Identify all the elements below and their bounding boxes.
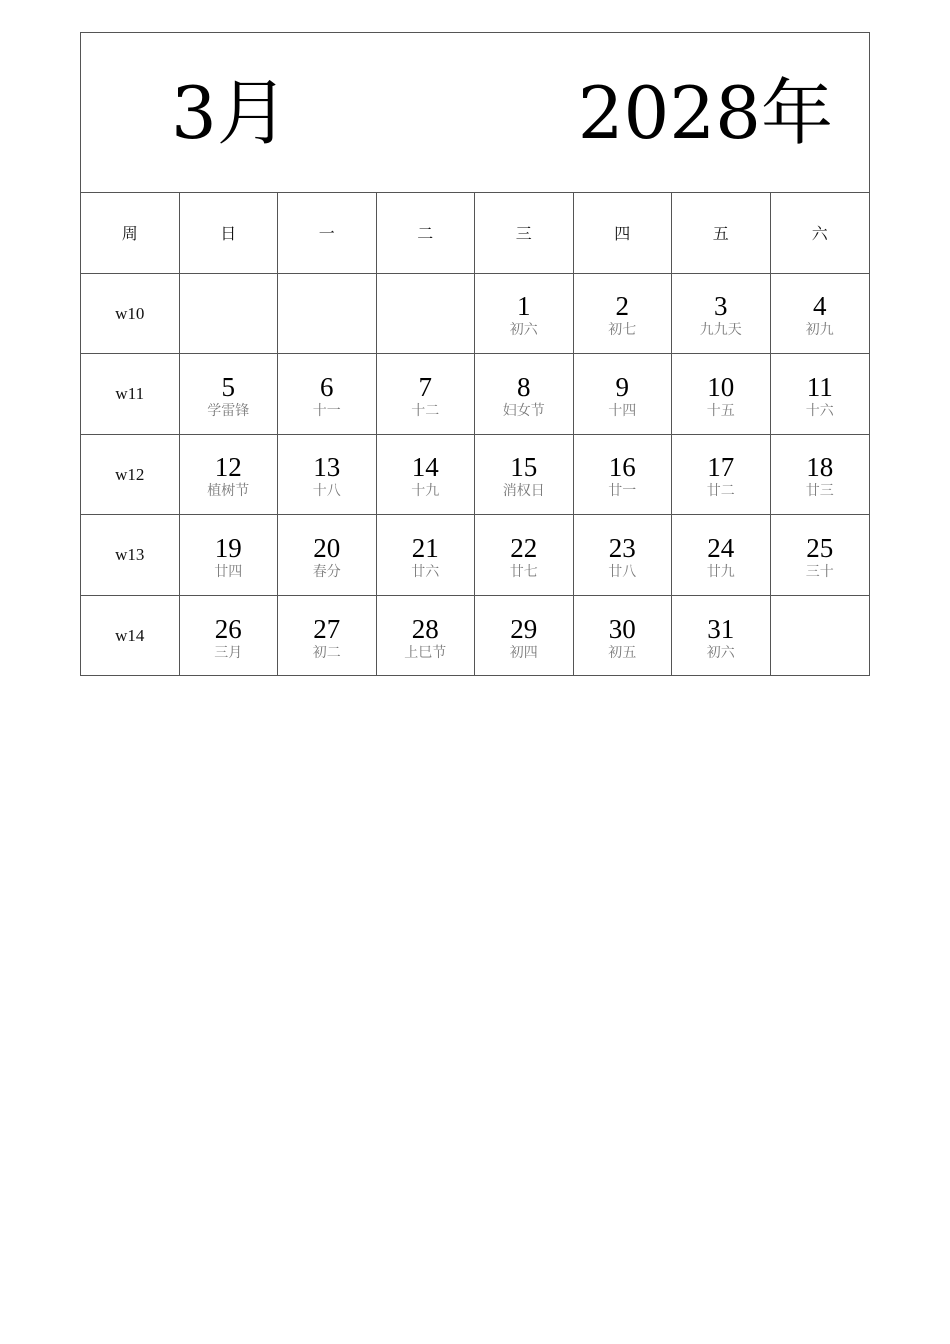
day-number: 17 bbox=[707, 452, 735, 483]
day-cell bbox=[278, 435, 377, 516]
lunar-date: 廿三 bbox=[805, 483, 834, 500]
lunar-date: 消权日 bbox=[502, 483, 545, 500]
month-title: 3月 bbox=[171, 71, 289, 155]
lunar-date: 九九天 bbox=[699, 322, 742, 339]
day-number: 22 bbox=[510, 532, 538, 563]
day-number: 5 bbox=[221, 371, 235, 402]
day-number: 6 bbox=[320, 371, 334, 402]
day-cell bbox=[771, 596, 870, 677]
day-cell bbox=[475, 354, 574, 435]
day-cell bbox=[377, 354, 476, 435]
weekday-label: 六 bbox=[811, 224, 828, 244]
lunar-date: 初九 bbox=[805, 322, 834, 339]
lunar-date: 廿九 bbox=[706, 563, 735, 580]
week-number-cell bbox=[81, 354, 180, 435]
day-cell bbox=[771, 435, 870, 516]
day-cell bbox=[475, 515, 574, 596]
weekday-header-wed bbox=[475, 193, 574, 274]
day-number: 24 bbox=[707, 532, 735, 563]
lunar-date: 初六 bbox=[509, 322, 538, 339]
lunar-date: 植树节 bbox=[207, 483, 250, 500]
lunar-date: 妇女节 bbox=[502, 402, 545, 419]
lunar-date: 十九 bbox=[411, 483, 440, 500]
day-cell bbox=[475, 274, 574, 355]
day-cell bbox=[672, 274, 771, 355]
lunar-date: 廿四 bbox=[214, 563, 243, 580]
lunar-date: 春分 bbox=[312, 563, 341, 580]
weekday-label: 日 bbox=[220, 224, 237, 244]
day-cell bbox=[771, 354, 870, 435]
day-cell bbox=[180, 354, 279, 435]
day-cell bbox=[672, 515, 771, 596]
day-cell bbox=[278, 274, 377, 355]
lunar-date: 初五 bbox=[608, 644, 637, 661]
day-number: 11 bbox=[806, 371, 833, 402]
day-cell bbox=[771, 274, 870, 355]
day-cell bbox=[574, 435, 673, 516]
day-cell bbox=[574, 596, 673, 677]
day-number: 4 bbox=[813, 291, 827, 322]
week-number: w12 bbox=[115, 464, 145, 484]
lunar-date: 廿七 bbox=[509, 563, 538, 580]
lunar-date: 十二 bbox=[411, 402, 440, 419]
week-number: w14 bbox=[115, 625, 145, 645]
weekday-label: 五 bbox=[712, 224, 729, 244]
day-cell bbox=[377, 596, 476, 677]
day-cell bbox=[278, 515, 377, 596]
day-number: 1 bbox=[517, 291, 531, 322]
lunar-date: 初七 bbox=[608, 322, 637, 339]
day-number: 31 bbox=[707, 613, 735, 644]
day-number: 27 bbox=[313, 613, 341, 644]
lunar-date: 三月 bbox=[214, 644, 243, 661]
day-number: 2 bbox=[615, 291, 629, 322]
day-cell bbox=[672, 354, 771, 435]
lunar-date: 初四 bbox=[509, 644, 538, 661]
weekday-header-thu bbox=[574, 193, 673, 274]
week-number-cell bbox=[81, 515, 180, 596]
day-cell bbox=[672, 435, 771, 516]
lunar-date: 廿一 bbox=[608, 483, 637, 500]
lunar-date: 上巳节 bbox=[404, 644, 447, 661]
day-number: 15 bbox=[510, 452, 538, 483]
day-number: 20 bbox=[313, 532, 341, 563]
day-cell bbox=[180, 274, 279, 355]
day-number: 3 bbox=[714, 291, 728, 322]
lunar-date: 廿六 bbox=[411, 563, 440, 580]
week-number-cell bbox=[81, 435, 180, 516]
weekday-label: 三 bbox=[515, 224, 532, 244]
weekday-header-mon bbox=[278, 193, 377, 274]
lunar-date: 十四 bbox=[608, 402, 637, 419]
weekday-header-fri bbox=[672, 193, 771, 274]
day-number: 10 bbox=[707, 371, 735, 402]
week-number: w13 bbox=[115, 545, 145, 564]
day-number: 9 bbox=[615, 371, 629, 402]
day-number: 7 bbox=[418, 371, 432, 402]
day-number: 30 bbox=[608, 613, 636, 644]
weekday-label: 周 bbox=[121, 224, 138, 244]
day-number: 23 bbox=[608, 532, 636, 563]
day-cell bbox=[278, 354, 377, 435]
lunar-date: 初二 bbox=[312, 644, 341, 661]
day-number: 29 bbox=[510, 613, 538, 644]
weekday-header-week bbox=[81, 193, 180, 274]
day-number: 8 bbox=[517, 371, 531, 402]
day-cell bbox=[278, 596, 377, 677]
weekday-header-sat bbox=[771, 193, 870, 274]
lunar-date: 三十 bbox=[805, 563, 834, 580]
week-number: w10 bbox=[115, 303, 145, 323]
weekday-label: 四 bbox=[614, 224, 631, 244]
week-number: w11 bbox=[115, 384, 145, 403]
day-cell bbox=[574, 515, 673, 596]
day-number: 19 bbox=[214, 532, 242, 563]
lunar-date: 十八 bbox=[312, 483, 341, 500]
lunar-date: 初六 bbox=[706, 644, 735, 661]
day-cell bbox=[475, 435, 574, 516]
lunar-date: 十一 bbox=[312, 402, 341, 419]
calendar-header bbox=[81, 33, 869, 193]
year-title: 2028年 bbox=[577, 71, 833, 155]
day-number: 26 bbox=[214, 613, 242, 644]
day-cell bbox=[180, 596, 279, 677]
day-cell bbox=[180, 435, 279, 516]
day-number: 13 bbox=[313, 452, 341, 483]
lunar-date: 廿八 bbox=[608, 563, 637, 580]
day-cell bbox=[672, 596, 771, 677]
weekday-header-sun bbox=[180, 193, 279, 274]
day-cell bbox=[377, 515, 476, 596]
day-cell bbox=[574, 354, 673, 435]
lunar-date: 学雷锋 bbox=[207, 402, 250, 419]
weekday-label: 一 bbox=[318, 224, 335, 244]
weekday-header-tue bbox=[377, 193, 476, 274]
day-number: 18 bbox=[806, 452, 834, 483]
week-number-cell bbox=[81, 596, 180, 677]
week-number-cell bbox=[81, 274, 180, 355]
lunar-date: 廿二 bbox=[706, 483, 735, 500]
day-number: 16 bbox=[608, 452, 636, 483]
day-number: 14 bbox=[411, 452, 439, 483]
day-number: 28 bbox=[411, 613, 439, 644]
day-cell bbox=[377, 435, 476, 516]
day-number: 21 bbox=[411, 532, 439, 563]
calendar-grid bbox=[81, 193, 869, 676]
day-cell bbox=[180, 515, 279, 596]
lunar-date: 十五 bbox=[706, 402, 735, 419]
day-number: 12 bbox=[214, 452, 242, 483]
day-cell bbox=[475, 596, 574, 677]
day-cell bbox=[574, 274, 673, 355]
weekday-label: 二 bbox=[417, 224, 434, 244]
day-cell bbox=[377, 274, 476, 355]
lunar-date: 十六 bbox=[805, 402, 834, 419]
day-number: 25 bbox=[806, 532, 834, 563]
day-cell bbox=[771, 515, 870, 596]
calendar bbox=[80, 32, 870, 676]
